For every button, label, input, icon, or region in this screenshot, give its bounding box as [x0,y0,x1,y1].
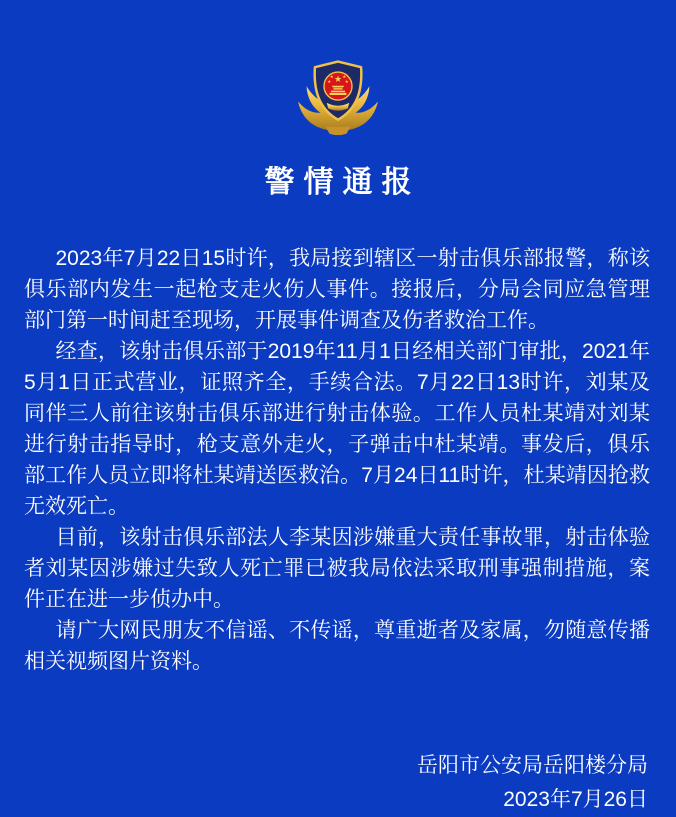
notice-paragraph-2: 经查，该射击俱乐部于2019年11月1日经相关部门审批，2021年5月1日正式营业，证照齐全，手续合法。7月22日13时许，刘某及同伴三人前往该射击俱乐部进行射击体验。工作人员杜某靖对刘某进行射击指导时，枪支意外走火，子弹击中杜某靖。事发后，俱乐部工作人员立即将杜某靖送医救治。7月24日11时许，杜某靖因抢救无效死亡。 [24,340,650,518]
issue-date: 2023年7月26日 [503,788,648,811]
issuing-agency: 岳阳市公安局岳阳楼分局 [417,754,648,777]
notice-paragraph-3: 目前，该射击俱乐部法人李某因涉嫌重大责任事故罪，射击体验者刘某因涉嫌过失致人死亡罪已被我局依法采取刑事强制措施，案件正在进一步侦办中。 [24,526,650,611]
notice-body [24,243,650,677]
notice-paragraph-1: 2023年7月22日15时许，我局接到辖区一射击俱乐部报警，称该俱乐部内发生一起枪支走火伤人事件。接报后，分局会同应急管理部门第一时间赶至现场，开展事件调查及伤者救治工作。 [24,247,650,332]
notice-paragraph-4: 请广大网民朋友不信谣、不传谣，尊重逝者及家属，勿随意传播相关视频图片资料。 [24,619,650,673]
notice-title: 警情通报 [264,166,421,199]
signature-block [0,749,648,817]
police-emblem-icon [296,55,380,141]
